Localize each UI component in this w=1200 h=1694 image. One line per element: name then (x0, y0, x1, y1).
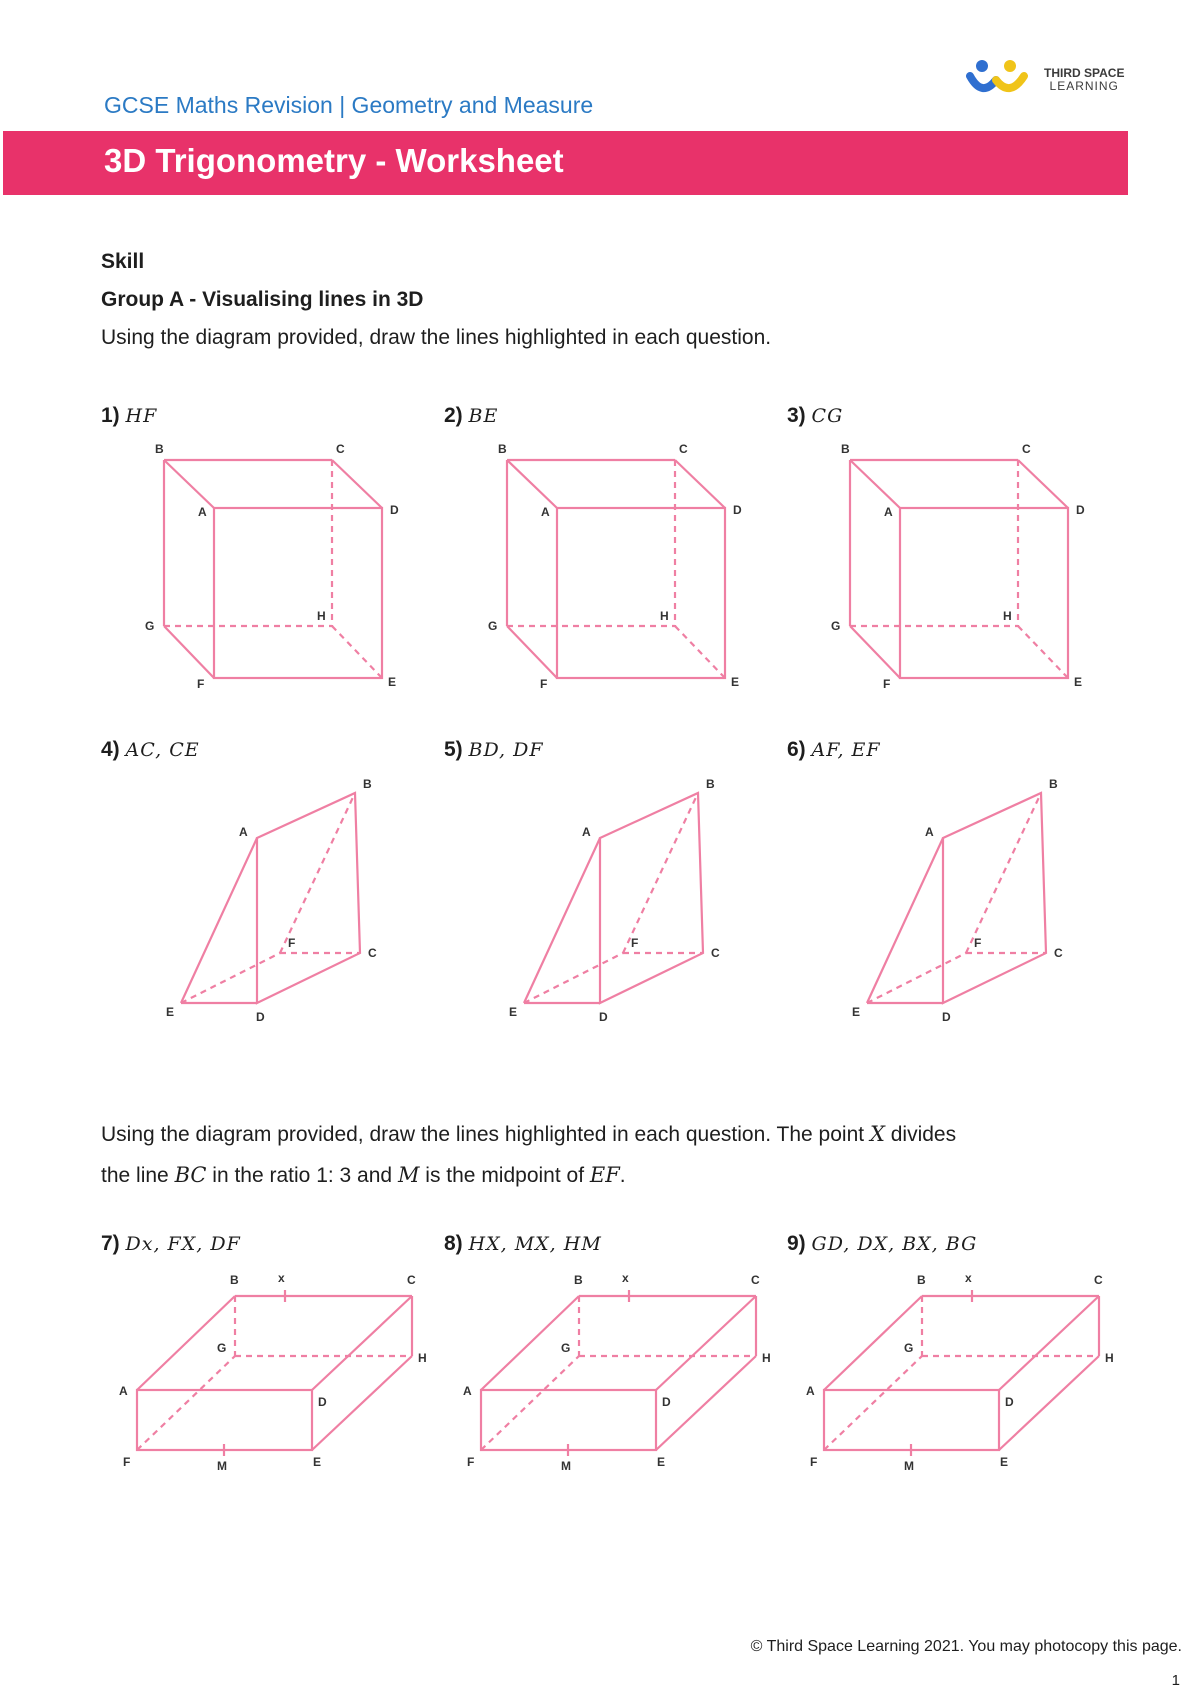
vertex-label-d: D (733, 503, 742, 517)
vertex-label-c: C (368, 946, 377, 960)
question-lines: BD, DF (468, 739, 544, 761)
point-label-x: x (965, 1271, 972, 1285)
question-9-label (787, 1232, 977, 1256)
vertex-label-e: E (166, 1005, 175, 1019)
question-number: 5) (444, 738, 463, 761)
question-7-label (101, 1232, 241, 1256)
vertex-label-g: G (145, 619, 155, 633)
skill-label: Skill (101, 250, 145, 273)
cube-diagram-1 (140, 440, 420, 690)
vertex-label-f: F (631, 936, 639, 950)
question-lines: AF, EF (811, 739, 881, 761)
vertex-label-f: F (123, 1455, 131, 1469)
cuboid-edges (137, 1290, 412, 1456)
page-number: 1 (1171, 1672, 1180, 1689)
point-label-m: M (217, 1459, 227, 1473)
second-instruction (101, 1114, 1121, 1196)
group-title: Group A - Visualising lines in 3D (101, 288, 424, 311)
question-6-label (787, 738, 881, 762)
vertex-label-b: B (574, 1273, 583, 1287)
vertex-label-h: H (1003, 609, 1012, 623)
prism-diagram-5 (503, 775, 733, 1025)
prism-edges (524, 793, 703, 1003)
cube-edges (507, 460, 725, 678)
vertex-label-b: B (155, 442, 164, 456)
point-m-symbol: M (397, 1163, 420, 1187)
logo-mark-icon (966, 58, 1041, 104)
vertex-label-f: F (883, 677, 891, 691)
vertex-label-c: C (751, 1273, 760, 1287)
prism-diagram-4 (160, 775, 390, 1025)
vertex-label-d: D (318, 1395, 327, 1409)
question-lines: CG (811, 405, 844, 427)
point-label-m: M (904, 1459, 914, 1473)
line-ef-symbol: EF (589, 1163, 620, 1187)
vertex-label-e: E (1074, 675, 1083, 689)
vertex-label-a: A (119, 1384, 128, 1398)
ratio-value: 1: 3 (316, 1164, 352, 1187)
vertex-label-b: B (706, 777, 715, 791)
question-3-label (787, 404, 843, 428)
question-number: 6) (787, 738, 806, 761)
vertex-label-c: C (711, 946, 720, 960)
cube-edges (850, 460, 1068, 678)
cube-diagram-3 (826, 440, 1106, 690)
vertex-label-a: A (239, 825, 248, 839)
vertex-label-e: E (731, 675, 740, 689)
vertex-label-c: C (679, 442, 688, 456)
cuboid-edges (481, 1290, 756, 1456)
instruction-part: the line (101, 1164, 175, 1187)
question-lines: AC, CE (125, 739, 200, 761)
vertex-label-d: D (256, 1010, 265, 1024)
vertex-label-h: H (660, 609, 669, 623)
cuboid-diagram-7 (115, 1262, 435, 1482)
vertex-label-a: A (582, 825, 591, 839)
line-bc-symbol: BC (174, 1163, 207, 1187)
vertex-label-g: G (217, 1341, 227, 1355)
vertex-label-e: E (1000, 1455, 1009, 1469)
vertex-label-a: A (884, 505, 893, 519)
cuboid-edges (824, 1290, 1099, 1456)
vertex-label-b: B (1049, 777, 1058, 791)
cube-edges (164, 460, 382, 678)
question-1-label (101, 404, 157, 428)
vertex-label-g: G (904, 1341, 914, 1355)
vertex-label-a: A (463, 1384, 472, 1398)
page-subtitle: GCSE Maths Revision | Geometry and Measure (104, 92, 594, 118)
question-lines: GD, DX, BX, BG (811, 1233, 978, 1255)
point-label-x: x (622, 1271, 629, 1285)
vertex-label-h: H (418, 1351, 427, 1365)
question-lines: HX, MX, HM (468, 1233, 602, 1255)
question-lines: BE (468, 405, 499, 427)
vertex-label-b: B (363, 777, 372, 791)
question-number: 4) (101, 738, 120, 761)
point-label-m: M (561, 1459, 571, 1473)
vertex-label-g: G (488, 619, 498, 633)
question-5-label (444, 738, 544, 762)
vertex-label-e: E (657, 1455, 666, 1469)
question-number: 2) (444, 404, 463, 427)
question-2-label (444, 404, 498, 428)
vertex-label-c: C (336, 442, 345, 456)
instruction-part: . (619, 1164, 626, 1187)
vertex-label-f: F (810, 1455, 818, 1469)
point-label-x: x (278, 1271, 285, 1285)
vertex-label-h: H (317, 609, 326, 623)
question-number: 1) (101, 404, 120, 427)
third-space-learning-logo (966, 58, 1156, 104)
vertex-label-a: A (925, 825, 934, 839)
vertex-label-f: F (288, 936, 296, 950)
vertex-label-d: D (942, 1010, 951, 1024)
vertex-label-c: C (407, 1273, 416, 1287)
point-x-symbol: X (869, 1122, 885, 1146)
vertex-label-c: C (1094, 1273, 1103, 1287)
vertex-label-c: C (1054, 946, 1063, 960)
instruction-part: in the ratio (206, 1164, 317, 1187)
vertex-label-b: B (230, 1273, 239, 1287)
prism-diagram-6 (846, 775, 1076, 1025)
vertex-label-d: D (662, 1395, 671, 1409)
vertex-label-b: B (917, 1273, 926, 1287)
vertex-label-g: G (561, 1341, 571, 1355)
vertex-label-f: F (540, 677, 548, 691)
logo-text-line2: LEARNING (1049, 79, 1119, 93)
vertex-label-d: D (1076, 503, 1085, 517)
prism-edges (181, 793, 360, 1003)
vertex-label-b: B (498, 442, 507, 456)
vertex-label-f: F (197, 677, 205, 691)
vertex-label-a: A (541, 505, 550, 519)
vertex-label-f: F (467, 1455, 475, 1469)
question-lines: HF (125, 405, 158, 427)
question-number: 3) (787, 404, 806, 427)
vertex-label-e: E (388, 675, 397, 689)
cube-diagram-2 (483, 440, 763, 690)
vertex-label-e: E (313, 1455, 322, 1469)
instruction-part: is the midpoint of (419, 1164, 590, 1187)
vertex-label-b: B (841, 442, 850, 456)
question-8-label (444, 1232, 602, 1256)
instruction-text: Using the diagram provided, draw the lines highlighted in each question. (101, 326, 772, 349)
copyright-footer: © Third Space Learning 2021. You may photocopy this page. (750, 1638, 1182, 1655)
question-lines: Dx, FX, DF (125, 1233, 241, 1255)
question-number: 7) (101, 1232, 120, 1255)
vertex-label-a: A (806, 1384, 815, 1398)
question-number: 9) (787, 1232, 806, 1255)
instruction-part: divides (884, 1123, 957, 1146)
cuboid-diagram-9 (802, 1262, 1122, 1482)
vertex-label-d: D (1005, 1395, 1014, 1409)
vertex-label-e: E (852, 1005, 861, 1019)
cuboid-diagram-8 (459, 1262, 779, 1482)
vertex-label-f: F (974, 936, 982, 950)
vertex-label-d: D (599, 1010, 608, 1024)
vertex-label-e: E (509, 1005, 518, 1019)
logo-text-line1: THIRD SPACE (1044, 66, 1125, 80)
instruction-part: Using the diagram provided, draw the lines highlighted in each question. The point (101, 1123, 870, 1146)
vertex-label-a: A (198, 505, 207, 519)
vertex-label-g: G (831, 619, 841, 633)
vertex-label-c: C (1022, 442, 1031, 456)
prism-edges (867, 793, 1046, 1003)
vertex-label-d: D (390, 503, 399, 517)
question-4-label (101, 738, 200, 762)
vertex-label-h: H (1105, 1351, 1114, 1365)
instruction-part: and (351, 1164, 398, 1187)
page-title: 3D Trigonometry - Worksheet (104, 142, 564, 179)
vertex-label-h: H (762, 1351, 771, 1365)
question-number: 8) (444, 1232, 463, 1255)
